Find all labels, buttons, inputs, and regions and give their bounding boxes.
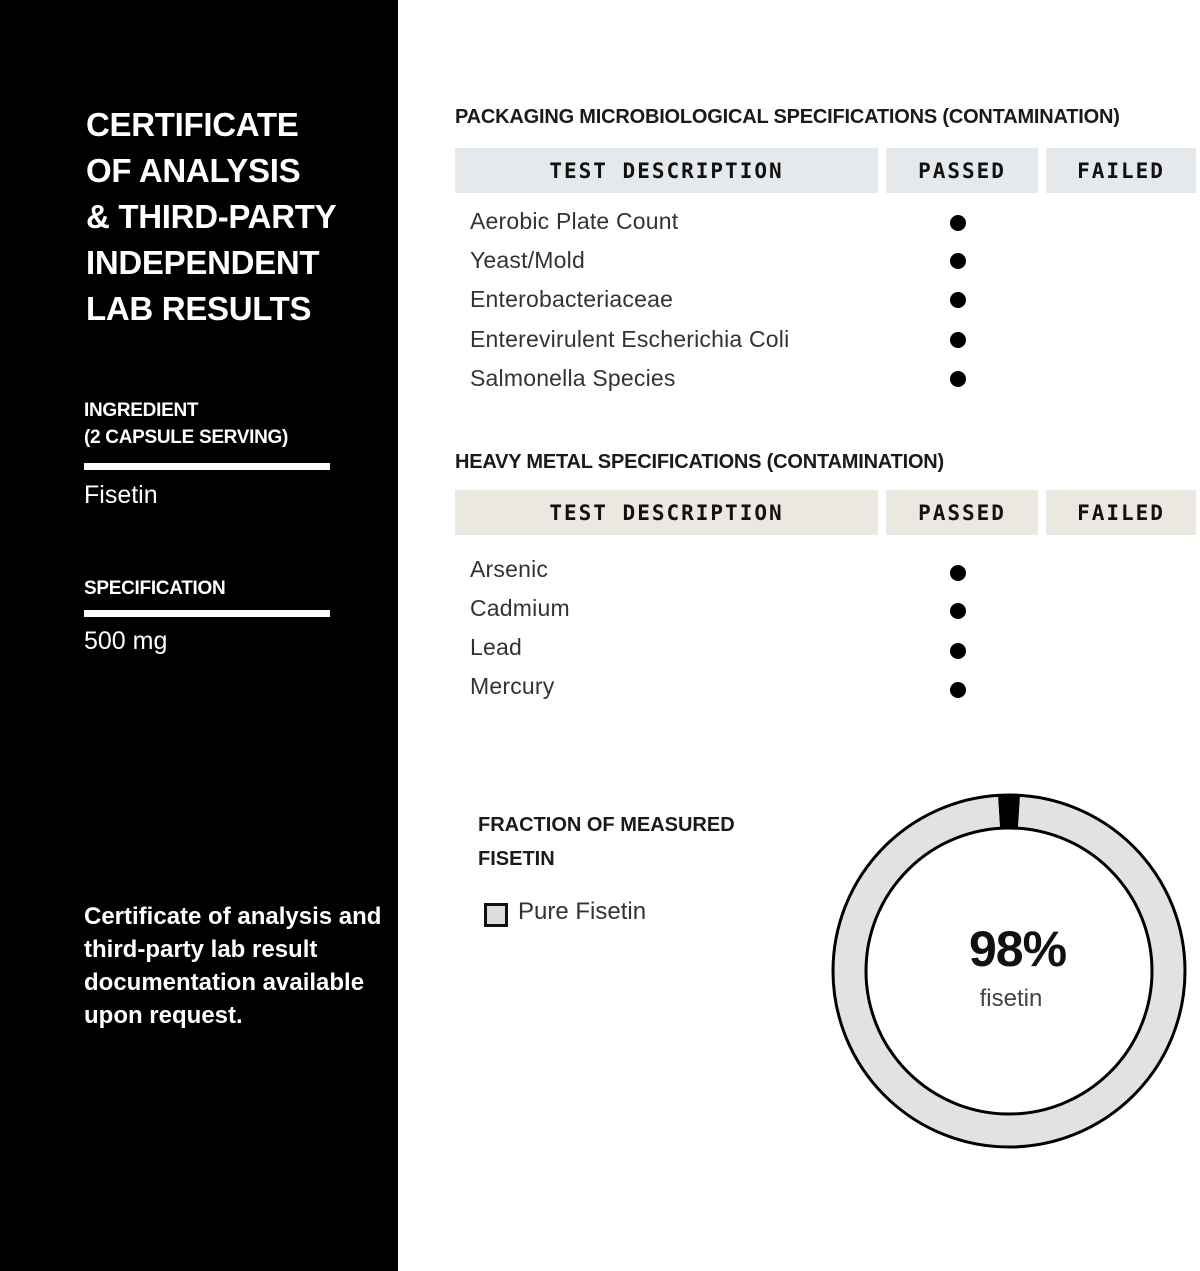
passed-dot-icon — [950, 643, 966, 659]
passed-dot-icon — [950, 253, 966, 269]
metal-header-failed: FAILED — [1046, 490, 1196, 535]
table-row-label: Arsenic — [470, 556, 549, 582]
donut-sub-label: fisetin — [979, 985, 1043, 1012]
title-line: OF ANALYSIS — [86, 152, 301, 189]
specification-divider — [84, 610, 330, 617]
passed-dot-icon — [950, 292, 966, 308]
micro-header-test-description: TEST DESCRIPTION — [455, 148, 878, 193]
passed-dot-icon — [950, 332, 966, 348]
passed-dot-icon — [950, 682, 966, 698]
title-line: LAB RESULTS — [86, 290, 312, 327]
micro-header-failed: FAILED — [1046, 148, 1196, 193]
sidebar-panel — [0, 0, 398, 1271]
table-row-label: Lead — [470, 634, 522, 660]
table-row-label: Enterevirulent Escherichia Coli — [470, 326, 790, 352]
legend-swatch-icon — [484, 903, 508, 927]
table-row-label: Enterobacteriaceae — [470, 286, 674, 312]
ingredient-divider — [84, 463, 330, 470]
availability-note: Certificate of analysis and third-party lab result documentation available upon request. — [84, 903, 382, 1029]
donut-percent-label: 98% — [968, 921, 1067, 977]
ingredient-label: INGREDIENT (2 CAPSULE SERVING) — [84, 400, 289, 448]
ingredient-value: Fisetin — [84, 481, 158, 509]
specification-value: 500 mg — [84, 627, 168, 655]
table-row-label: Yeast/Mold — [470, 247, 585, 273]
passed-dot-icon — [950, 603, 966, 619]
metal-header-passed: PASSED — [886, 490, 1038, 535]
legend-label: Pure Fisetin — [518, 898, 647, 925]
title-line: INDEPENDENT — [86, 244, 320, 281]
passed-dot-icon — [950, 565, 966, 581]
passed-dot-icon — [950, 215, 966, 231]
fraction-title: FRACTION OF MEASURED FISETIN — [478, 814, 735, 870]
title-line: & THIRD-PARTY — [86, 198, 337, 235]
table-row-label: Cadmium — [470, 595, 570, 621]
table-row-label: Salmonella Species — [470, 365, 676, 391]
table-row-label: Aerobic Plate Count — [470, 208, 679, 234]
fisetin-donut-chart — [830, 792, 1188, 1150]
micro-header-passed: PASSED — [886, 148, 1038, 193]
specification-label: SPECIFICATION — [84, 578, 226, 599]
page-title — [86, 102, 386, 332]
title-line: CERTIFICATE — [86, 106, 299, 143]
microbiological-section-title: PACKAGING MICROBIOLOGICAL SPECIFICATIONS (CONTAMINATION) — [455, 106, 1120, 128]
metal-header-test-description: TEST DESCRIPTION — [455, 490, 878, 535]
table-row-label: Mercury — [470, 673, 555, 699]
passed-dot-icon — [950, 371, 966, 387]
heavy-metal-section-title: HEAVY METAL SPECIFICATIONS (CONTAMINATION) — [455, 451, 945, 473]
